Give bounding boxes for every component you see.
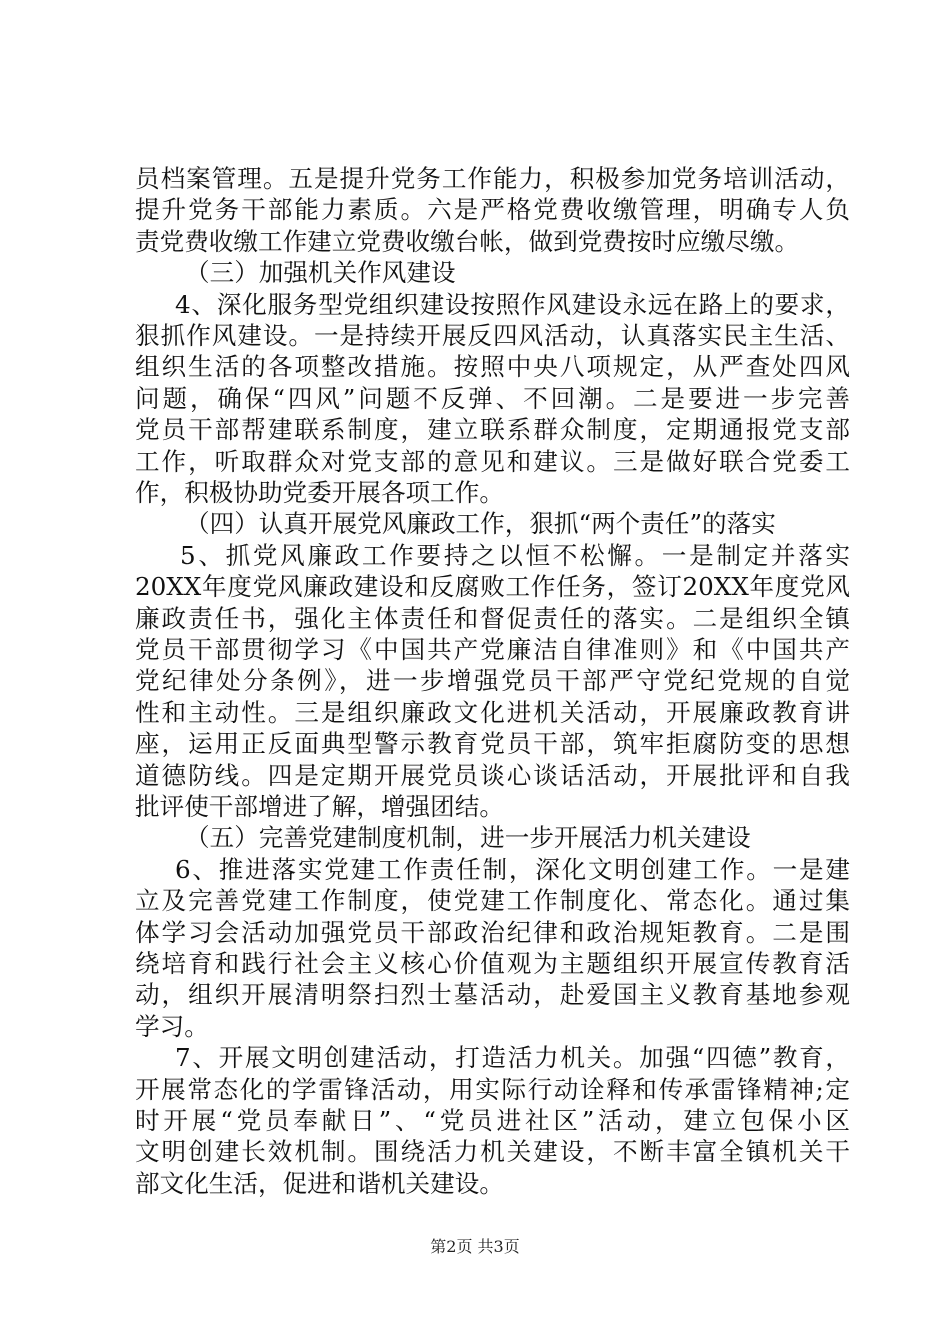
text-line: 体学习会活动加强党员干部政治纪律和政治规矩教育。二是围: [135, 917, 850, 947]
text-line: 7、开展文明创建活动，打造活力机关。加强“四德”教育，: [175, 1043, 850, 1073]
page-number: 第2页 共3页: [430, 1237, 520, 1256]
text-line: 绕培育和践行社会主义核心价值观为主题组织开展宣传教育活: [135, 949, 850, 978]
text-line: 党纪律处分条例》，进一步增强党员干部严守党纪党规的自觉: [135, 666, 850, 696]
text-line: 座，运用正反面典型警示教育党员干部，筑牢拒腐防变的思想: [135, 729, 850, 759]
text-line: 20XX年度党风廉政建设和反腐败工作任务，签订20XX年度党风: [135, 572, 850, 602]
text-line: 6、推进落实党建工作责任制，深化文明创建工作。一是建: [175, 854, 850, 884]
text-line: 动，组织开展清明祭扫烈士墓活动，赴爱国主义教育基地参观: [135, 980, 850, 1010]
text-line: 文明创建长效机制。围绕活力机关建设，不断丰富全镇机关干: [135, 1137, 850, 1167]
text-line: 党员干部帮建联系制度，建立联系群众制度，定期通报党支部: [135, 415, 850, 445]
text-line: 狠抓作风建设。一是持续开展反四风活动，认真落实民主生活、: [135, 321, 850, 350]
text-line: 5、抓党风廉政工作要持之以恒不松懈。一是制定并落实: [180, 540, 850, 570]
text-line: 组织生活的各项整改措施。按照中央八项规定，从严查处四风: [135, 352, 850, 382]
text-line: 党员干部贯彻学习《中国共产党廉洁自律准则》和《中国共产: [135, 635, 850, 664]
text-line: 员档案管理。五是提升党务工作能力，积极参加党务培训活动，: [135, 164, 850, 193]
text-line: 立及完善党建工作制度，使党建工作制度化、常态化。通过集: [135, 886, 850, 916]
text-line: 时开展“党员奉献日”、“党员进社区”活动，建立包保小区: [135, 1106, 850, 1135]
text-line: 作，积极协助党委开展各项工作。: [135, 478, 504, 507]
text-line: 道德防线。四是定期开展党员谈心谈话活动，开展批评和自我: [135, 760, 850, 790]
section-heading: （三）加强机关作风建设: [185, 258, 456, 288]
section-heading: （四）认真开展党风廉政工作，狠抓“两个责任”的落实: [185, 509, 776, 539]
text-line: 廉政责任书，强化主体责任和督促责任的落实。二是组织全镇: [135, 603, 850, 633]
text-line: 部文化生活，促进和谐机关建设。: [135, 1168, 504, 1198]
text-line: 性和主动性。三是组织廉政文化进机关活动，开展廉政教育讲: [135, 697, 850, 727]
text-line: 学习。: [135, 1011, 209, 1041]
text-line: 责党费收缴工作建立党费收缴台帐，做到党费按时应缴尽缴。: [135, 226, 800, 256]
text-line: 4、深化服务型党组织建设按照作风建设永远在路上的要求，: [175, 289, 850, 319]
text-line: 开展常态化的学雷锋活动，用实际行动诠释和传承雷锋精神;定: [135, 1074, 850, 1104]
text-line: 工作，听取群众对党支部的意见和建议。三是做好联合党委工: [135, 446, 850, 476]
text-line: 提升党务干部能力素质。六是严格党费收缴管理，明确专人负: [135, 195, 850, 225]
text-line: 问题，确保“四风”问题不反弹、不回潮。二是要进一步完善: [135, 383, 850, 413]
text-line: 批评使干部增进了解，增强团结。: [135, 792, 504, 821]
section-heading: （五）完善党建制度机制，进一步开展活力机关建设: [185, 823, 751, 853]
